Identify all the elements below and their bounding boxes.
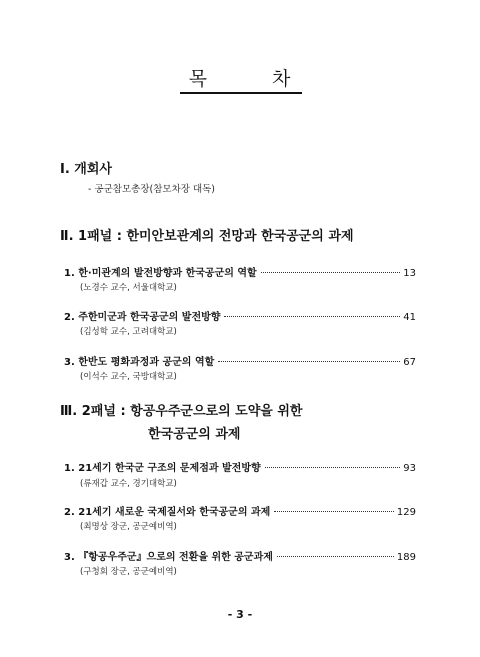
toc-item-author: (노경수 교수, 서울대학교) (80, 283, 177, 293)
page-number: - 3 - (227, 608, 253, 621)
leader-dots (274, 511, 394, 512)
title-underline (180, 92, 302, 94)
toc-item[interactable] (64, 459, 416, 474)
toc-item-author: (이석수 교수, 국방대학교) (80, 372, 177, 382)
leader-dots (261, 272, 401, 273)
toc-item[interactable] (64, 308, 416, 323)
toc-item-title: 1. 21세기 한국군 구조의 문제점과 발전방향 (64, 463, 261, 474)
toc-item[interactable] (64, 548, 416, 563)
leader-dots (265, 467, 401, 468)
toc-item-title: 3. 『항공우주군』으로의 전환을 위한 공군과제 (64, 552, 273, 563)
section-3-heading-line1: Ⅲ. 2패널 : 항공우주군으로의 도약을 위한 (60, 404, 303, 419)
section-2-heading: Ⅱ. 1패널 : 한미안보관계의 전망과 한국공군의 과제 (60, 229, 354, 244)
toc-item-title: 1. 한·미관계의 발전방향과 한국공군의 역할 (64, 268, 257, 279)
toc-item-page: 13 (403, 268, 416, 279)
title-left-char: 목 (188, 68, 208, 90)
leader-dots (224, 316, 400, 317)
section-1-subline: - 공군참모총장(참모차장 대독) (88, 184, 216, 195)
toc-item-title: 3. 한반도 평화과정과 공군의 역할 (64, 357, 215, 368)
toc-item-author: (류재갑 교수, 경기대학교) (80, 479, 177, 489)
title-right-char: 차 (272, 68, 292, 90)
leader-dots (218, 361, 400, 362)
toc-item[interactable] (64, 264, 416, 279)
toc-item-author: (김성학 교수, 고려대학교) (80, 327, 177, 337)
section-1-heading: Ⅰ. 개회사 (60, 162, 112, 177)
page-title (0, 64, 480, 91)
toc-item-author: (구청회 장군, 공군예비역) (80, 567, 177, 577)
toc-item-page: 189 (396, 552, 416, 563)
toc-item-title: 2. 21세기 새로운 국제질서와 한국공군의 과제 (64, 507, 271, 518)
toc-item-page: 67 (403, 357, 416, 368)
toc-item-page: 41 (403, 312, 416, 323)
section-3-heading-line2: 한국공군의 과제 (148, 427, 241, 442)
toc-item-page: 129 (396, 507, 416, 518)
toc-item-title: 2. 주한미군과 한국공군의 발전방향 (64, 312, 221, 323)
toc-item[interactable] (64, 503, 416, 518)
leader-dots (277, 556, 394, 557)
toc-item-page: 93 (403, 463, 416, 474)
toc-item[interactable] (64, 353, 416, 368)
toc-item-author: (최명상 장군, 공군예비역) (80, 522, 177, 532)
